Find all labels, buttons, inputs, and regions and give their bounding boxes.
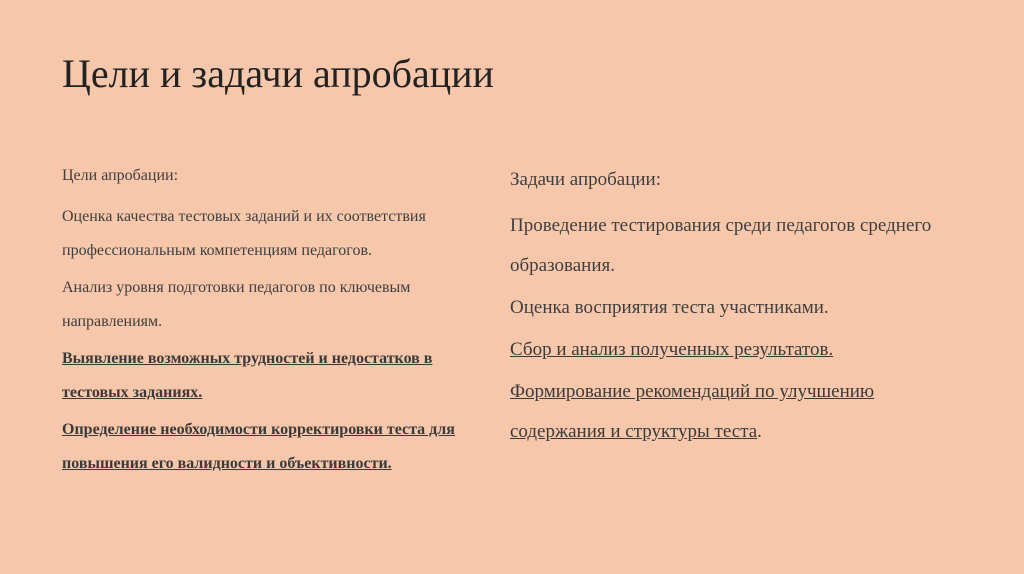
- task-item-1: Проведение тестирования среди педагогов среднего образования.: [510, 215, 932, 276]
- goal-item-2: Анализ уровня подготовки педагогов по ключевым направлениям.: [62, 279, 411, 330]
- task-item-3-link[interactable]: Сбор и анализ полученных результатов.: [510, 339, 834, 360]
- task-item-2: Оценка восприятия теста участниками.: [510, 297, 829, 318]
- slide-title: Цели и задачи апробации: [62, 51, 494, 96]
- goal-item-1: Оценка качества тестовых заданий и их соответствия профессиональным компетенциям педагогов.: [62, 208, 426, 259]
- goal-item-3-link[interactable]: Выявление возможных трудностей и недостатков в тестовых заданиях.: [62, 350, 433, 401]
- task-item-4-suffix: .: [757, 421, 762, 442]
- goal-item-4-link[interactable]: Определение необходимости корректировки теста для повышения его валидности и объективности.: [62, 421, 455, 472]
- task-item-4-link[interactable]: Формирование рекомендаций по улучшению содержания и структуры теста: [510, 381, 875, 442]
- tasks-column: [510, 166, 950, 458]
- goals-heading: Цели апробации:: [62, 167, 179, 184]
- tasks-heading: Задачи апробации:: [510, 169, 661, 190]
- task-item-4: [510, 372, 950, 452]
- goals-column: [62, 163, 492, 487]
